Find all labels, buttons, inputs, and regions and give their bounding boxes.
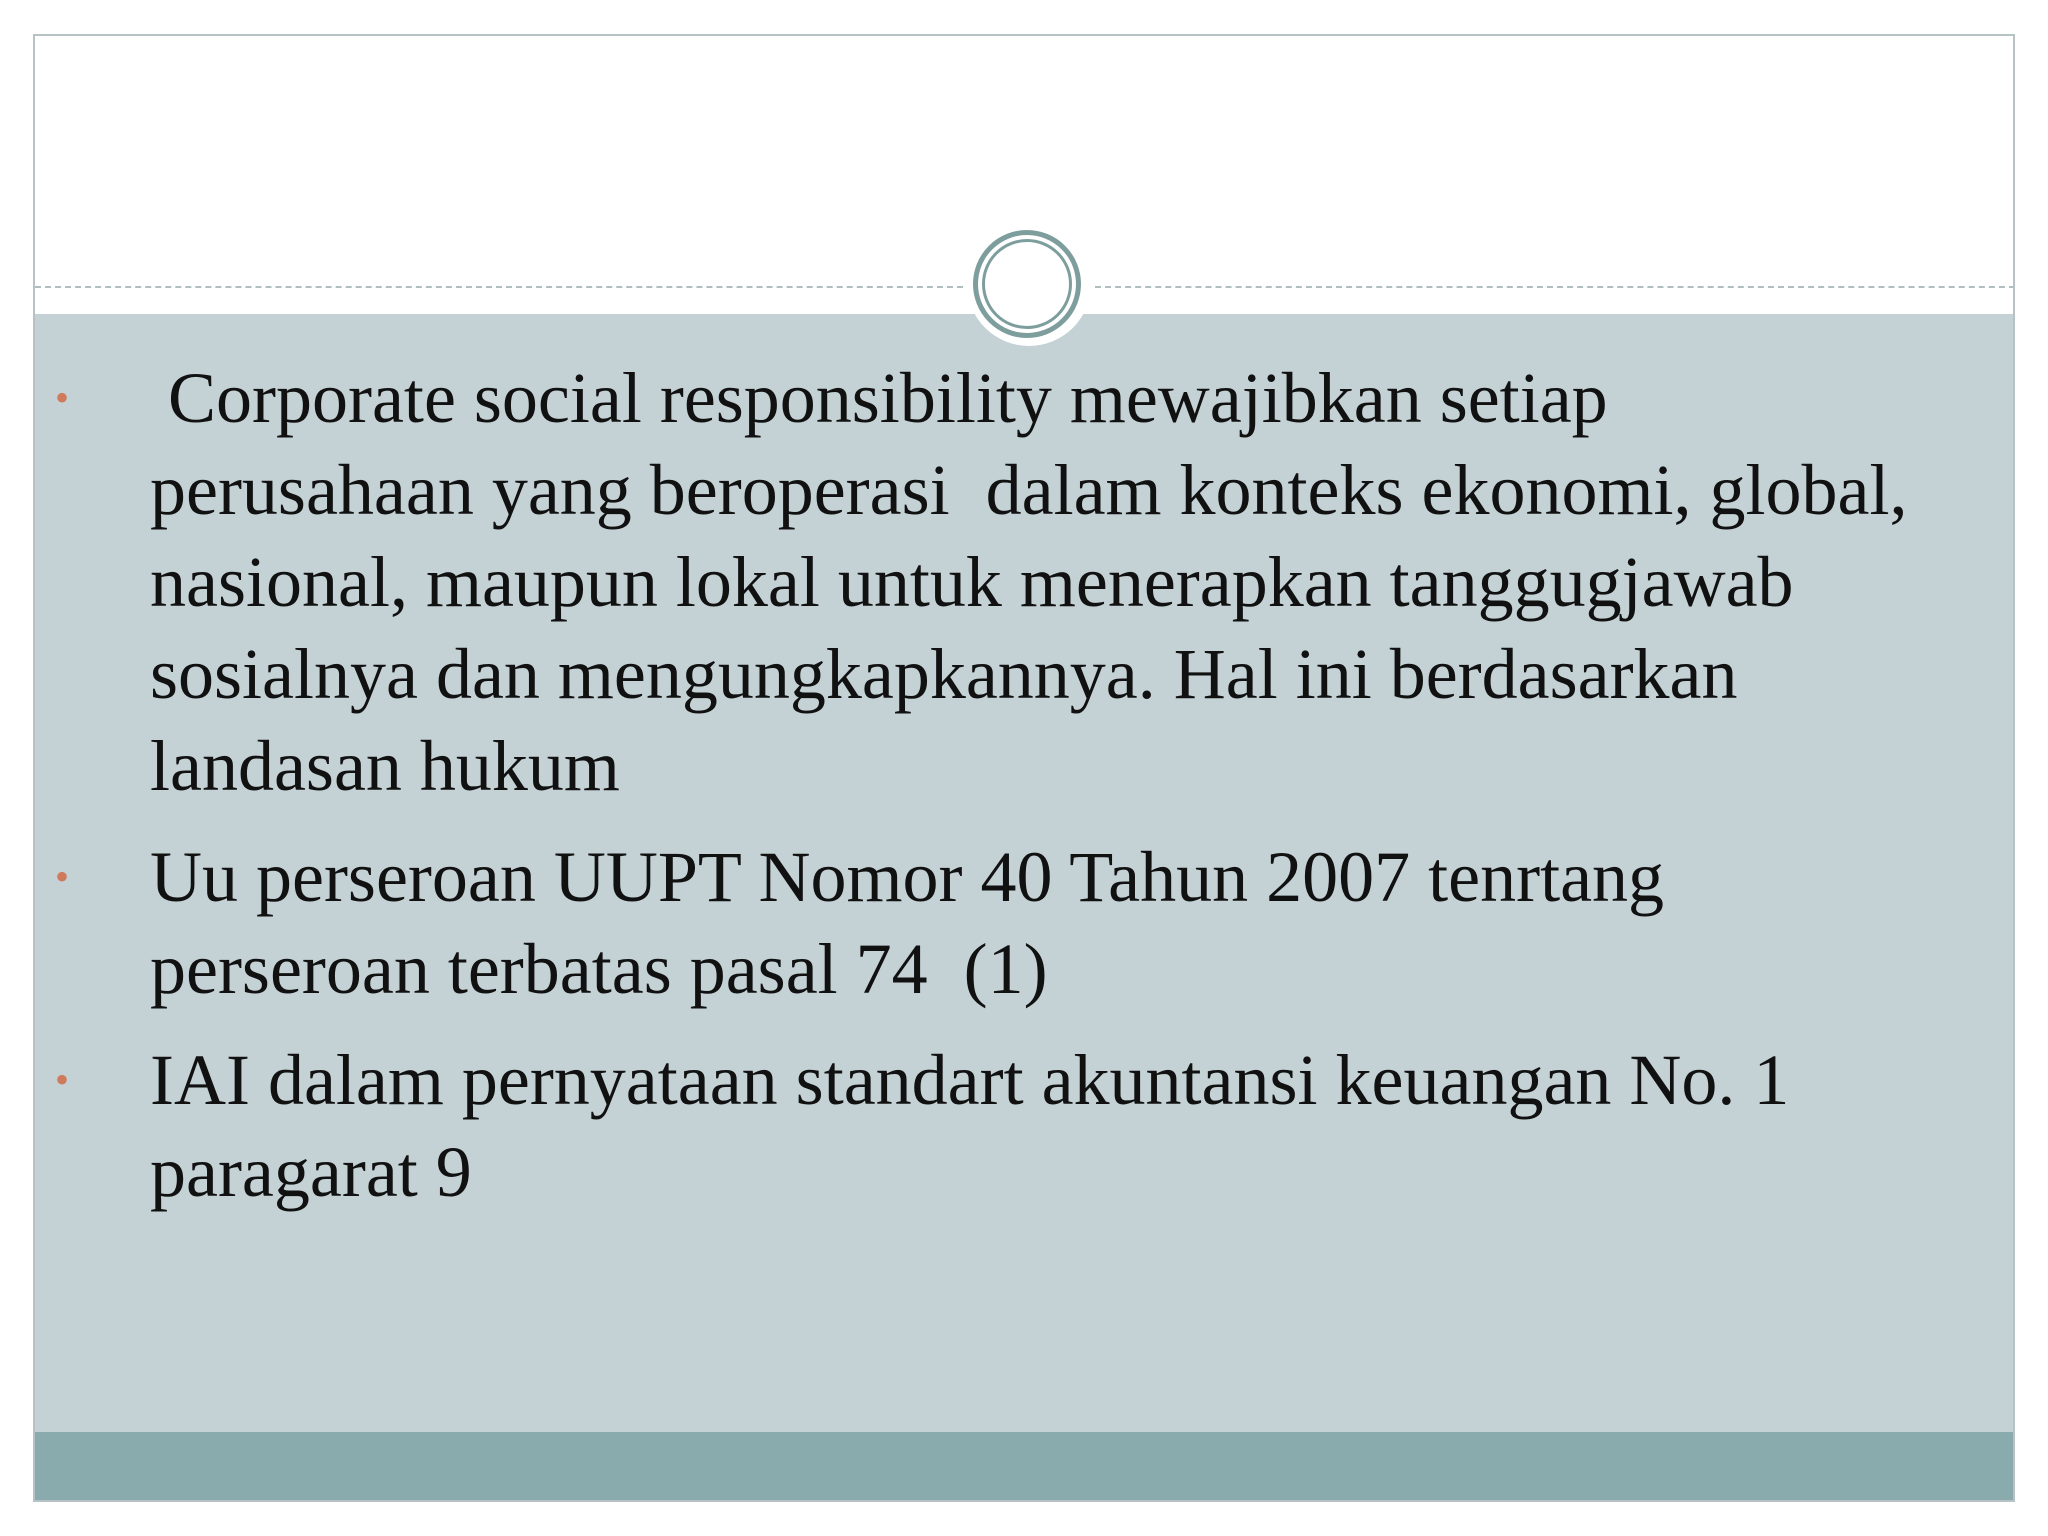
bullet-text: IAI dalam pernyataan standart akuntansi keuangan No. 1 paragarat 9 xyxy=(150,1040,1808,1212)
bullet-list xyxy=(55,352,1935,1237)
header-divider-left xyxy=(35,286,963,288)
circle-ornament-inner-ring xyxy=(982,239,1072,329)
bullet-icon: • xyxy=(55,375,70,420)
footer-band xyxy=(35,1432,2013,1502)
bullet-item-uupt xyxy=(55,831,1935,1015)
bullet-icon: • xyxy=(55,854,70,899)
bullet-icon: • xyxy=(55,1057,70,1102)
header-divider-right xyxy=(1095,286,2015,288)
bullet-text: Corporate social responsibility mewajibkan setiap perusahaan yang beroperasi dalam konteks ekonomi, global, nasional, maupun lokal untuk menerapkan tanggugjawab sosialnya dan mengungkapkannya. Hal ini berdasarkan landasan hukum xyxy=(150,358,1926,806)
bullet-item-csr xyxy=(55,352,1935,812)
bullet-text: Uu perseroan UUPT Nomor 40 Tahun 2007 tenrtang perseroan terbatas pasal 74 (1) xyxy=(150,837,1683,1009)
bullet-item-iai xyxy=(55,1034,1935,1218)
